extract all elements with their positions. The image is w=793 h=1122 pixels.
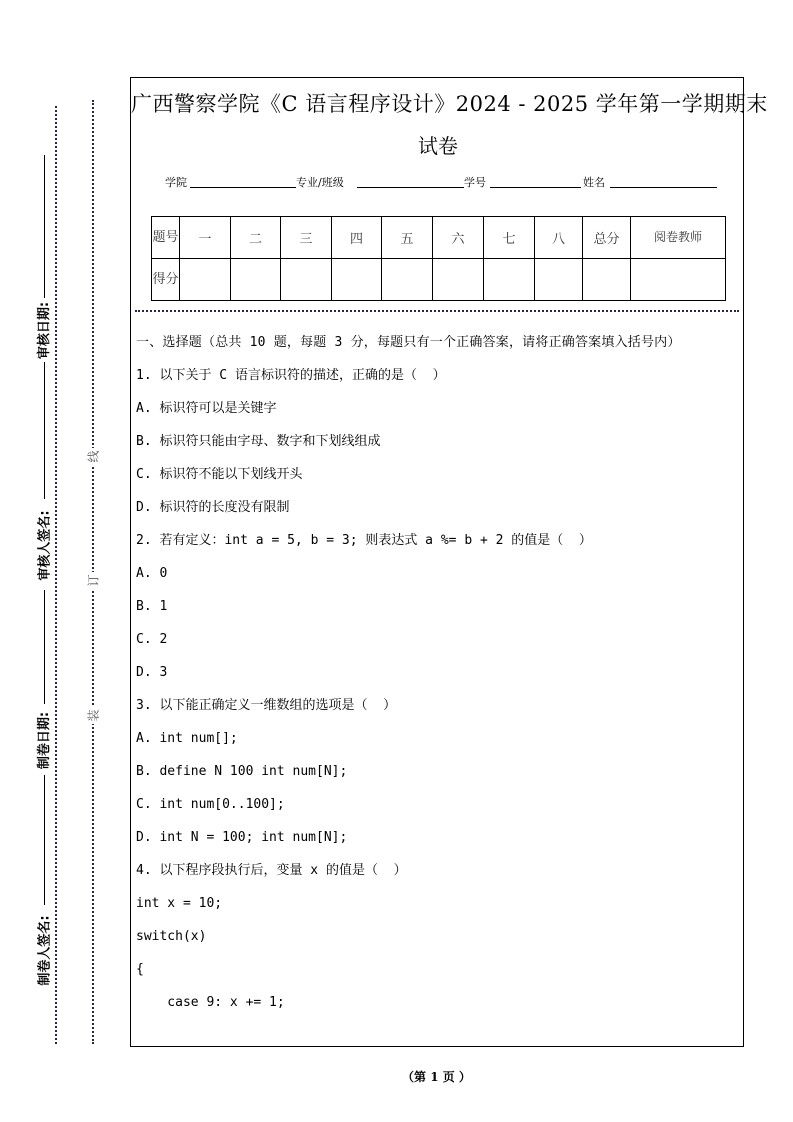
score-cell-5[interactable] bbox=[382, 259, 433, 301]
reviewer-signature-label: 审核人签名: bbox=[37, 509, 53, 581]
college-label: 学院 bbox=[165, 176, 187, 189]
q1-option-d: D. 标识符的长度没有限制 bbox=[136, 500, 290, 515]
score-cell-total[interactable] bbox=[583, 259, 631, 301]
question-2: 2. 若有定义：int a = 5, b = 3; 则表达式 a %= b + 2 的值是（ ） bbox=[136, 533, 592, 548]
review-date-blank bbox=[44, 155, 45, 298]
score-cell-8[interactable] bbox=[535, 259, 583, 301]
reviewer-signature-blank bbox=[44, 380, 45, 499]
col-header-grader: 阅卷教师 bbox=[631, 217, 726, 259]
binding-char-bind: 订 bbox=[85, 572, 101, 589]
q4-code-line-3: { bbox=[136, 962, 144, 977]
row-header-score: 得分 bbox=[152, 259, 180, 301]
exam-title-continued: 试卷 bbox=[418, 134, 458, 158]
exam-page-frame bbox=[130, 77, 768, 1047]
question-3: 3. 以下能正确定义一维数组的选项是（ ） bbox=[136, 698, 397, 713]
college-field[interactable] bbox=[190, 187, 296, 188]
col-header-total: 总分 bbox=[583, 217, 631, 259]
q1-option-b: B. 标识符只能由字母、数字和下划线组成 bbox=[136, 434, 381, 449]
q4-code-line-2: switch(x) bbox=[136, 929, 207, 944]
col-header-4: 四 bbox=[332, 217, 382, 259]
row-header-question-no: 题号 bbox=[152, 217, 180, 259]
score-table-score-row bbox=[152, 259, 726, 301]
q2-option-d: D. 3 bbox=[136, 665, 168, 680]
q1-option-c: C. 标识符不能以下划线开头 bbox=[136, 467, 303, 482]
binding-char-line: 线 bbox=[85, 448, 101, 465]
q3-option-b: B. define N 100 int num[N]; bbox=[136, 764, 348, 779]
q1-option-a: A. 标识符可以是关键字 bbox=[136, 401, 277, 416]
col-header-8: 八 bbox=[535, 217, 583, 259]
question-1: 1. 以下关于 C 语言标识符的描述，正确的是（ ） bbox=[136, 368, 446, 383]
question-list bbox=[136, 332, 740, 1026]
q3-option-c: C. int num[0..100]; bbox=[136, 797, 285, 812]
student-id-label: 学号 bbox=[464, 176, 486, 189]
score-cell-2[interactable] bbox=[231, 259, 281, 301]
score-cell-4[interactable] bbox=[332, 259, 382, 301]
q2-option-c: C. 2 bbox=[136, 632, 168, 647]
col-header-2: 二 bbox=[231, 217, 281, 259]
col-header-3: 三 bbox=[281, 217, 332, 259]
q2-option-b: B. 1 bbox=[136, 599, 168, 614]
review-date-label: 审核日期: bbox=[37, 301, 53, 359]
col-header-1: 一 bbox=[180, 217, 231, 259]
question-4: 4. 以下程序段执行后，变量 x 的值是（ ） bbox=[136, 863, 407, 878]
preparer-signature-blank bbox=[44, 775, 45, 905]
q3-option-d: D. int N = 100; int num[N]; bbox=[136, 830, 348, 845]
score-cell-1[interactable] bbox=[180, 259, 231, 301]
name-field[interactable] bbox=[610, 187, 717, 188]
student-id-field[interactable] bbox=[490, 187, 581, 188]
col-header-5: 五 bbox=[382, 217, 433, 259]
q4-code-line-4: case 9: x += 1; bbox=[136, 995, 285, 1010]
score-cell-6[interactable] bbox=[433, 259, 484, 301]
page-number: （第 1 页 ） bbox=[402, 1070, 471, 1084]
preparer-signature-label: 制卷人签名: bbox=[37, 914, 53, 986]
prepare-date-blank bbox=[44, 590, 45, 704]
col-header-7: 七 bbox=[484, 217, 535, 259]
col-header-6: 六 bbox=[433, 217, 484, 259]
header-dotted-separator bbox=[135, 310, 739, 312]
score-cell-7[interactable] bbox=[484, 259, 535, 301]
exam-title: 广西警察学院《C 语言程序设计》2024 - 2025 学年第一学期期末 bbox=[131, 92, 768, 116]
major-class-label: 专业/班级 bbox=[296, 176, 344, 189]
q2-option-a: A. 0 bbox=[136, 566, 168, 581]
score-table-header-row bbox=[152, 217, 726, 259]
binding-char-seal: 装 bbox=[85, 707, 101, 724]
prepare-date-label: 制卷日期: bbox=[37, 711, 53, 770]
score-cell-3[interactable] bbox=[281, 259, 332, 301]
score-cell-grader[interactable] bbox=[631, 259, 726, 301]
q4-code-line-1: int x = 10; bbox=[136, 896, 223, 911]
q3-option-a: A. int num[]; bbox=[136, 731, 238, 746]
score-table bbox=[151, 216, 726, 301]
name-label: 姓名 bbox=[583, 176, 605, 189]
major-class-field[interactable] bbox=[357, 187, 464, 188]
section-title-multiple-choice: 一、选择题（总共 10 题，每题 3 分，每题只有一个正确答案，请将正确答案填入括号内） bbox=[136, 335, 681, 350]
